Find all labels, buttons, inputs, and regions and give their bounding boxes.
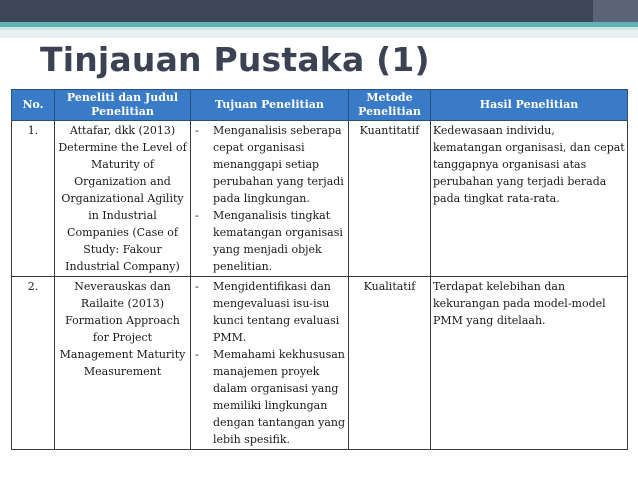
literature-review-table — [11, 89, 628, 450]
result-cell: Terdapat kelebihan dan kekurangan pada model-model PMM yang ditelaah. — [431, 277, 628, 450]
accent-stripe-faint — [0, 30, 638, 38]
method-cell: Kualitatif — [349, 277, 431, 450]
table-row — [12, 121, 628, 277]
method-cell: Kuantitatif — [349, 121, 431, 277]
table-header-row — [12, 90, 628, 121]
result-cell: Kedewasaan individu, kematangan organisasi, dan cepat tanggapnya organisasi atas perubahan yang terjadi berada pada tingkat rata-rata. — [431, 121, 628, 277]
bullet-dash: - — [195, 280, 199, 293]
researcher-author: Attafar, dkk (2013) — [69, 124, 176, 137]
header-no: No. — [12, 90, 55, 121]
objective-item — [191, 207, 346, 275]
researcher-title: Formation Approach for Project Management Maturity Measurement — [59, 314, 186, 378]
table-row — [12, 277, 628, 450]
header-objective: Tujuan Penelitian — [191, 90, 349, 121]
top-bar-accent — [593, 0, 638, 22]
header-researcher: Peneliti dan Judul Penelitian — [55, 90, 191, 121]
row-number: 1. — [12, 121, 55, 277]
objective-item — [191, 346, 346, 448]
objective-item — [191, 122, 346, 207]
objective-cell — [191, 277, 349, 450]
header-result: Hasil Penelitian — [431, 90, 628, 121]
bullet-dash: - — [195, 209, 199, 222]
researcher-cell — [55, 121, 191, 277]
top-bar — [0, 0, 638, 22]
bullet-dash: - — [195, 124, 199, 137]
row-number: 2. — [12, 277, 55, 450]
objective-text: Memahami kekhususan manajemen proyek dalam organisasi yang memiliki lingkungan dengan tantangan yang lebih spesifik. — [213, 348, 346, 446]
researcher-title: Determine the Level of Maturity of Organization and Organizational Agility in Industrial Companies (Case of Study: Fakour Industrial Company) — [58, 141, 187, 273]
objective-text: Menganalisis seberapa cepat organisasi menanggapi setiap perubahan yang terjadi pada lingkungan. — [213, 124, 344, 205]
objective-text: Mengidentifikasi dan mengevaluasi isu-isu kunci tentang evaluasi PMM. — [213, 280, 340, 344]
objective-cell — [191, 121, 349, 277]
header-method: Metode Penelitian — [349, 90, 431, 121]
researcher-author: Neverauskas dan Railaite (2013) — [74, 280, 171, 310]
bullet-dash: - — [195, 348, 199, 361]
objective-text: Menganalisis tingkat kematangan organisasi yang menjadi objek penelitian. — [213, 209, 343, 273]
researcher-cell — [55, 277, 191, 450]
slide-title: Tinjauan Pustaka (1) — [40, 40, 430, 79]
objective-item — [191, 278, 346, 346]
